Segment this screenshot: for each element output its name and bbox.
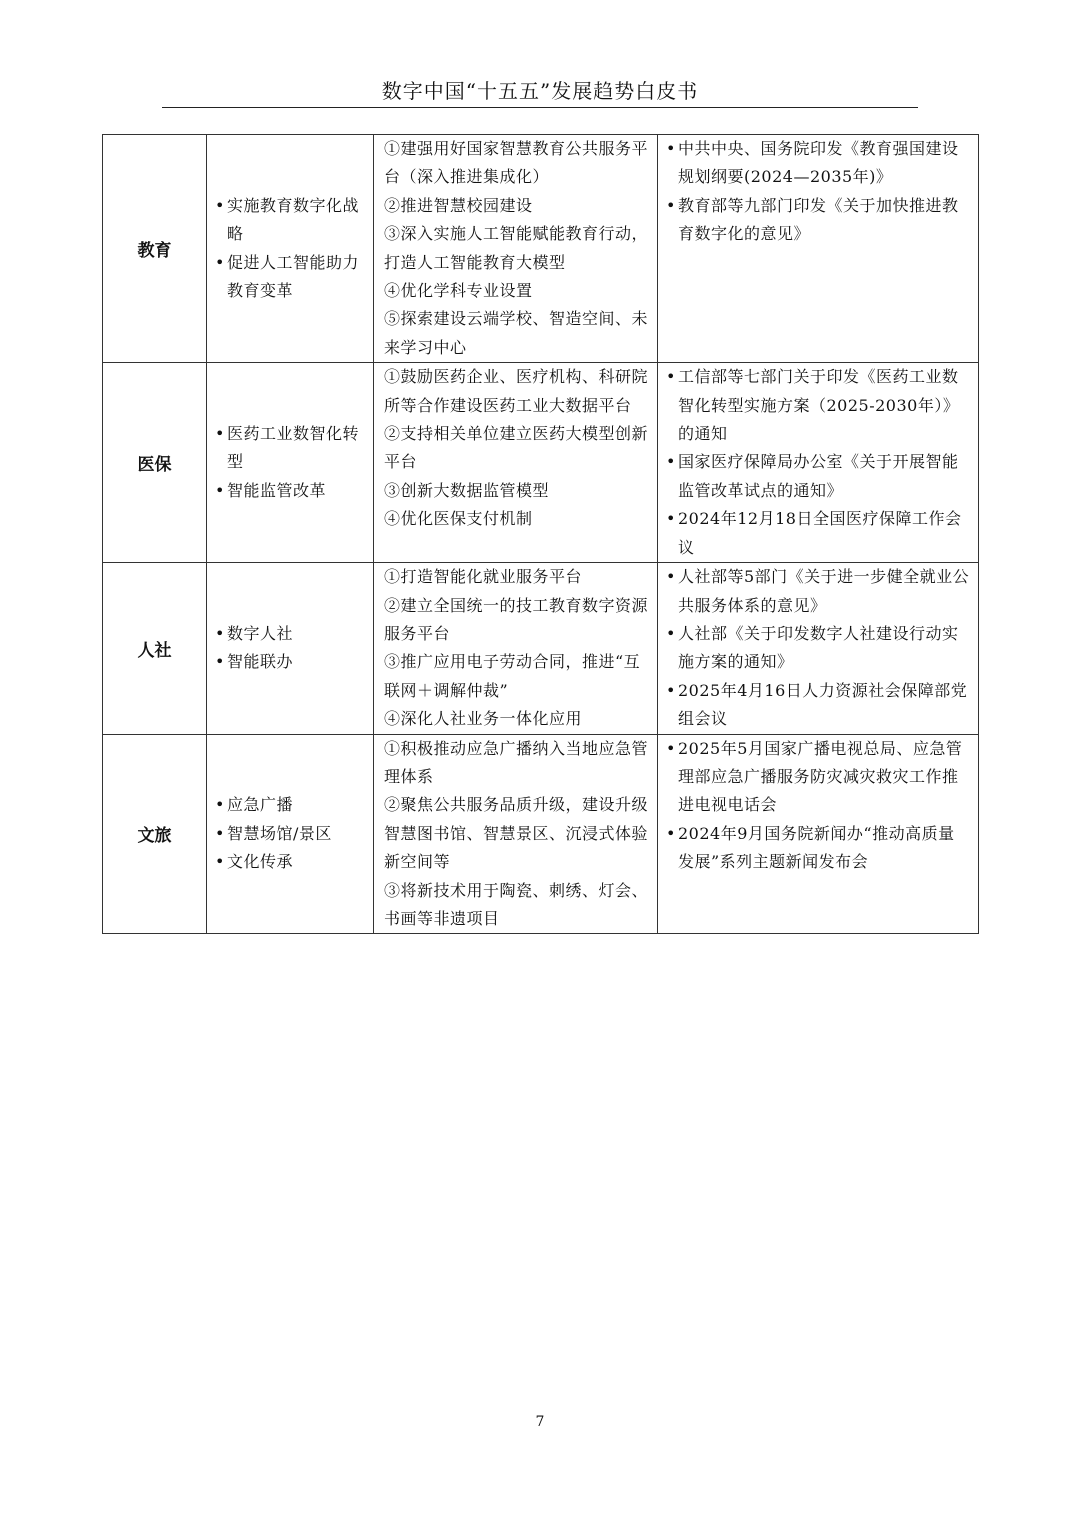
table-row	[103, 135, 979, 363]
measure-item: ③创新大数据监管模型	[384, 480, 550, 500]
policy-item: • 国家医疗保障局办公室《关于开展智能监管改革试点的通知》	[666, 448, 970, 505]
policy-item: • 人社部《关于印发数字人社建设行动实施方案的通知》	[666, 620, 970, 677]
focus-item: • 数字人社	[215, 620, 363, 648]
focus-item: • 应急广播	[215, 791, 363, 819]
header-divider	[162, 107, 918, 108]
measures-cell	[374, 363, 658, 563]
measure-item: ②支持相关单位建立医药大模型创新平台	[384, 424, 649, 472]
measure-item: ④深化人社业务一体化应用	[384, 709, 583, 729]
table-row	[103, 363, 979, 563]
measure-item: ①鼓励医药企业、医疗机构、科研院所等合作建设医药工业大数据平台	[384, 367, 649, 415]
policy-item: • 2024年12月18日全国医疗保障工作会议	[666, 505, 970, 562]
table-row	[103, 734, 979, 934]
focus-item: • 文化传承	[215, 848, 363, 876]
measures-cell	[374, 734, 658, 934]
measure-item: ②聚焦公共服务品质升级，建设升级智慧图书馆、智慧景区、沉浸式体验新空间等	[384, 795, 649, 872]
sector-cell: 人社	[103, 563, 207, 734]
focus-item: • 智能联办	[215, 648, 363, 676]
focus-item: • 智慧场馆/景区	[215, 820, 363, 848]
measures-cell	[374, 563, 658, 734]
policy-table	[102, 134, 979, 934]
measure-item: ②建立全国统一的技工教育数字资源服务平台	[384, 595, 649, 643]
sector-cell: 教育	[103, 135, 207, 363]
policy-item: • 工信部等七部门关于印发《医药工业数智化转型实施方案（2025-2030年）》的通知	[666, 363, 970, 448]
measures-cell	[374, 135, 658, 363]
focus-cell	[207, 734, 374, 934]
focus-item: • 促进人工智能助力教育变革	[215, 249, 363, 306]
measure-item: ④优化学科专业设置	[384, 281, 533, 301]
measure-item: ③将新技术用于陶瓷、刺绣、灯会、书画等非遗项目	[384, 880, 649, 928]
sector-cell: 文旅	[103, 734, 207, 934]
measure-item: ③深入实施人工智能赋能教育行动，打造人工智能教育大模型	[384, 224, 649, 272]
policy-item: • 2025年4月16日人力资源社会保障部党组会议	[666, 677, 970, 734]
focus-cell	[207, 563, 374, 734]
document-title: 数字中国“十五五”发展趋势白皮书	[381, 79, 699, 103]
focus-item: • 智能监管改革	[215, 477, 363, 505]
focus-cell	[207, 363, 374, 563]
policies-cell	[658, 563, 979, 734]
focus-cell	[207, 135, 374, 363]
policy-item: • 2024年9月国务院新闻办“推动高质量发展”系列主题新闻发布会	[666, 820, 970, 877]
table-row	[103, 563, 979, 734]
measure-item: ①建强用好国家智慧教育公共服务平台（深入推进集成化）	[384, 139, 649, 187]
measure-item: ①打造智能化就业服务平台	[384, 567, 583, 587]
measure-item: ③推广应用电子劳动合同，推进“互联网＋调解仲裁”	[384, 652, 641, 700]
focus-item: • 医药工业数智化转型	[215, 420, 363, 477]
measure-item: ④优化医保支付机制	[384, 509, 533, 529]
measure-item: ②推进智慧校园建设	[384, 195, 533, 215]
policy-item: • 教育部等九部门印发《关于加快推进教育数字化的意见》	[666, 192, 970, 249]
focus-item: • 实施教育数字化战略	[215, 192, 363, 249]
measure-item: ⑤探索建设云端学校、智造空间、未来学习中心	[384, 309, 649, 357]
policy-item: • 人社部等5部门《关于进一步健全就业公共服务体系的意见》	[666, 563, 970, 620]
policy-item: • 中共中央、国务院印发《教育强国建设规划纲要(2024—2035年)》	[666, 135, 970, 192]
sector-cell: 医保	[103, 363, 207, 563]
policies-cell	[658, 734, 979, 934]
policies-cell	[658, 135, 979, 363]
measure-item: ①积极推动应急广播纳入当地应急管理体系	[384, 738, 649, 786]
page-number: 7	[535, 1414, 545, 1430]
policies-cell	[658, 363, 979, 563]
policy-item: • 2025年5月国家广播电视总局、应急管理部应急广播服务防灾减灾救灾工作推进电视电话会	[666, 735, 970, 820]
